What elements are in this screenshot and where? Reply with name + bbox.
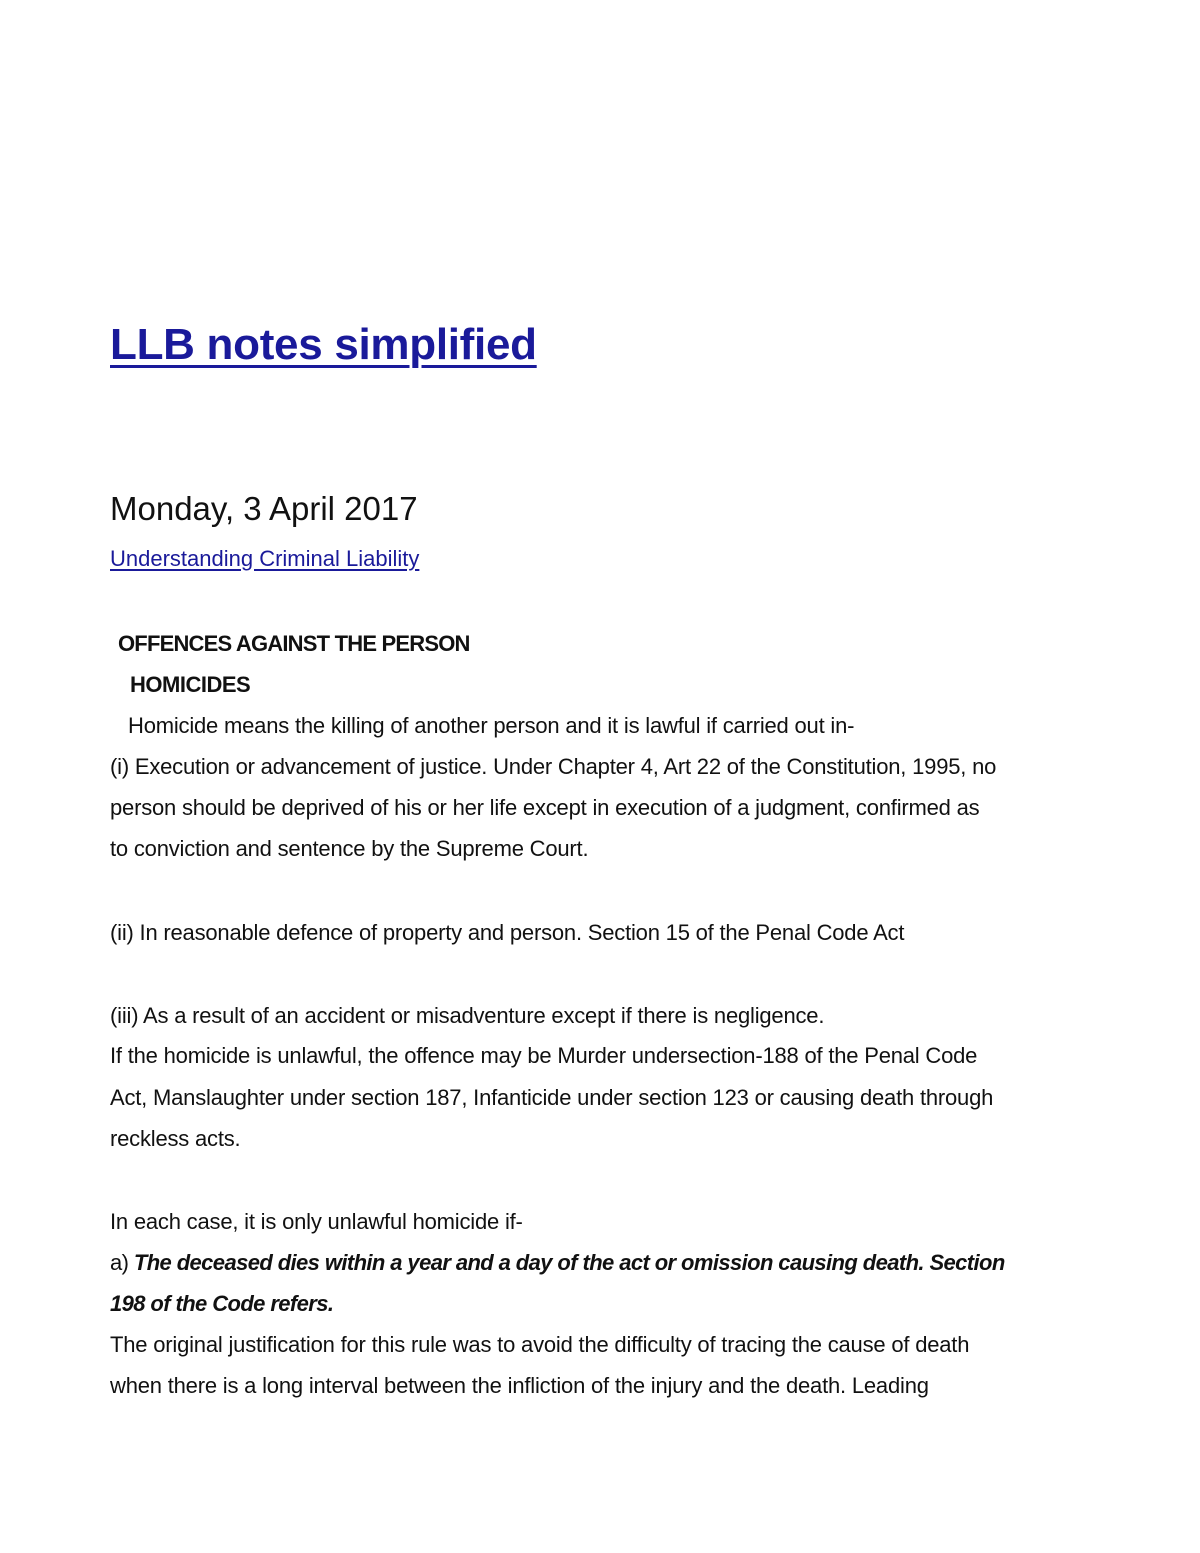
rule-a-prefix: a): [110, 1250, 134, 1275]
item-i-line-1: (i) Execution or advancement of justice. Under Chapter 4, Art 22 of the Constitution, 1995, no: [110, 754, 997, 779]
unlawful-line-3: reckless acts.: [110, 1126, 241, 1151]
justification-line-2: when there is a long interval between the infliction of the injury and the death. Leading: [110, 1373, 929, 1398]
heading-offences-against-person: OFFENCES AGAINST THE PERSON: [118, 631, 470, 656]
item-iii: (iii) As a result of an accident or misadventure except if there is negligence.: [110, 1003, 825, 1028]
rule-a-text: The deceased dies within a year and a day of the act or omission causing death. Section: [133, 1250, 1005, 1275]
item-i-line-3: to conviction and sentence by the Supreme Court.: [110, 836, 589, 861]
rule-a-line-2: 198 of the Code refers.: [110, 1291, 334, 1316]
unlawful-line-2: Act, Manslaughter under section 187, Infanticide under section 123 or causing death through: [110, 1085, 994, 1110]
intro-paragraph: Homicide means the killing of another person and it is lawful if carried out in-: [128, 713, 855, 738]
blog-title-link[interactable]: LLB notes simplified: [110, 320, 537, 369]
justification-line-1: The original justification for this rule was to avoid the difficulty of tracing the cause of death: [110, 1332, 970, 1357]
post-date: Monday, 3 April 2017: [110, 490, 418, 527]
rule-a-line-1: [110, 1250, 1005, 1276]
item-i-line-2: person should be deprived of his or her life except in execution of a judgment, confirmed as: [110, 795, 980, 820]
unlawful-line-1: If the homicide is unlawful, the offence may be Murder undersection-188 of the Penal Code: [110, 1043, 978, 1068]
post-title-link[interactable]: Understanding Criminal Liability: [110, 546, 420, 571]
item-ii: (ii) In reasonable defence of property and person. Section 15 of the Penal Code Act: [110, 920, 905, 945]
heading-homicides: HOMICIDES: [130, 672, 251, 697]
each-case-line: In each case, it is only unlawful homicide if-: [110, 1209, 523, 1234]
